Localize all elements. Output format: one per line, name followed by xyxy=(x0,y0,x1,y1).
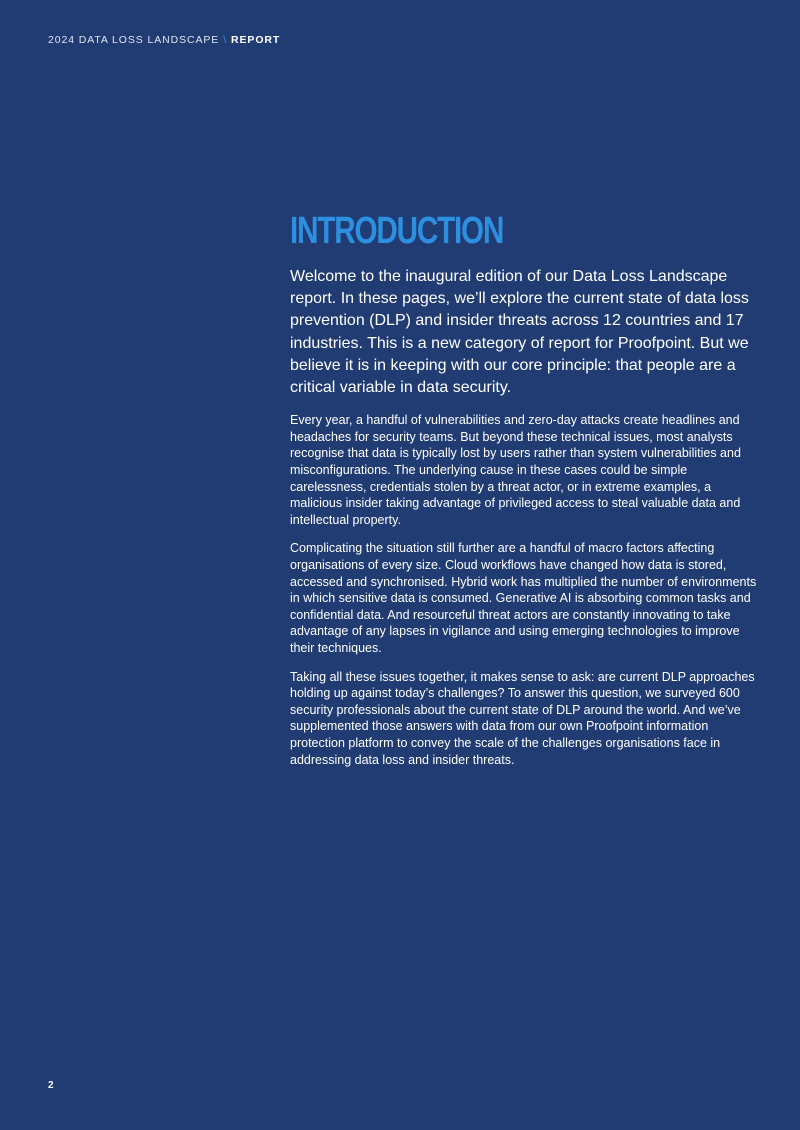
body-paragraph-1: Every year, a handful of vulnerabilities and zero-day attacks create headlines and headaches for security teams. But beyond these technical issues, most analysts recognise that data is typically lost by users rather than system vulnerabilities and misconfigurations. The underlying cause in these cases could be simple carelessness, credentials stolen by a threat actor, or in extreme examples, a malicious insider taking advantage of privileged access to steal valuable data and intellectual property. xyxy=(290,413,741,527)
section-title: INTRODUCTION xyxy=(290,210,504,252)
body-paragraph-2: Complicating the situation still further are a handful of macro factors affecting organisations of every size. Cloud workflows have changed how data is stored, accessed and synchronised. Hybrid work has multiplied the number of environments in which sensitive data is consumed. Generative AI is absorbing common tasks and confidential data. And resourceful threat actors are constantly innovating to take advantage of any lapses in vigilance and using emerging technologies to improve their techniques. xyxy=(290,541,757,655)
running-header xyxy=(48,34,280,46)
report-label: REPORT xyxy=(231,34,281,46)
report-title: 2024 DATA LOSS LANDSCAPE xyxy=(48,34,220,46)
lead-paragraph: Welcome to the inaugural edition of our Data Loss Landscape report. In these pages, we’ll explore the current state of data loss prevention (DLP) and insider threats across 12 countries and 17 industries. This is a new category of report for Proofpoint. But we believe it is in keeping with our core principle: that people are a critical variable in data security. xyxy=(290,268,749,397)
page-number: 2 xyxy=(48,1080,54,1091)
header-separator: \ xyxy=(223,34,228,46)
introduction-section xyxy=(290,208,760,780)
body-paragraph-3: Taking all these issues together, it makes sense to ask: are current DLP approaches holding up against today’s challenges? To answer this question, we surveyed 600 security professionals about the current state of DLP around the world. And we’ve supplemented those answers with data from our own Proofpoint information protection platform to convey the scale of the challenges organisations face in addressing data loss and insider threats. xyxy=(290,669,755,767)
